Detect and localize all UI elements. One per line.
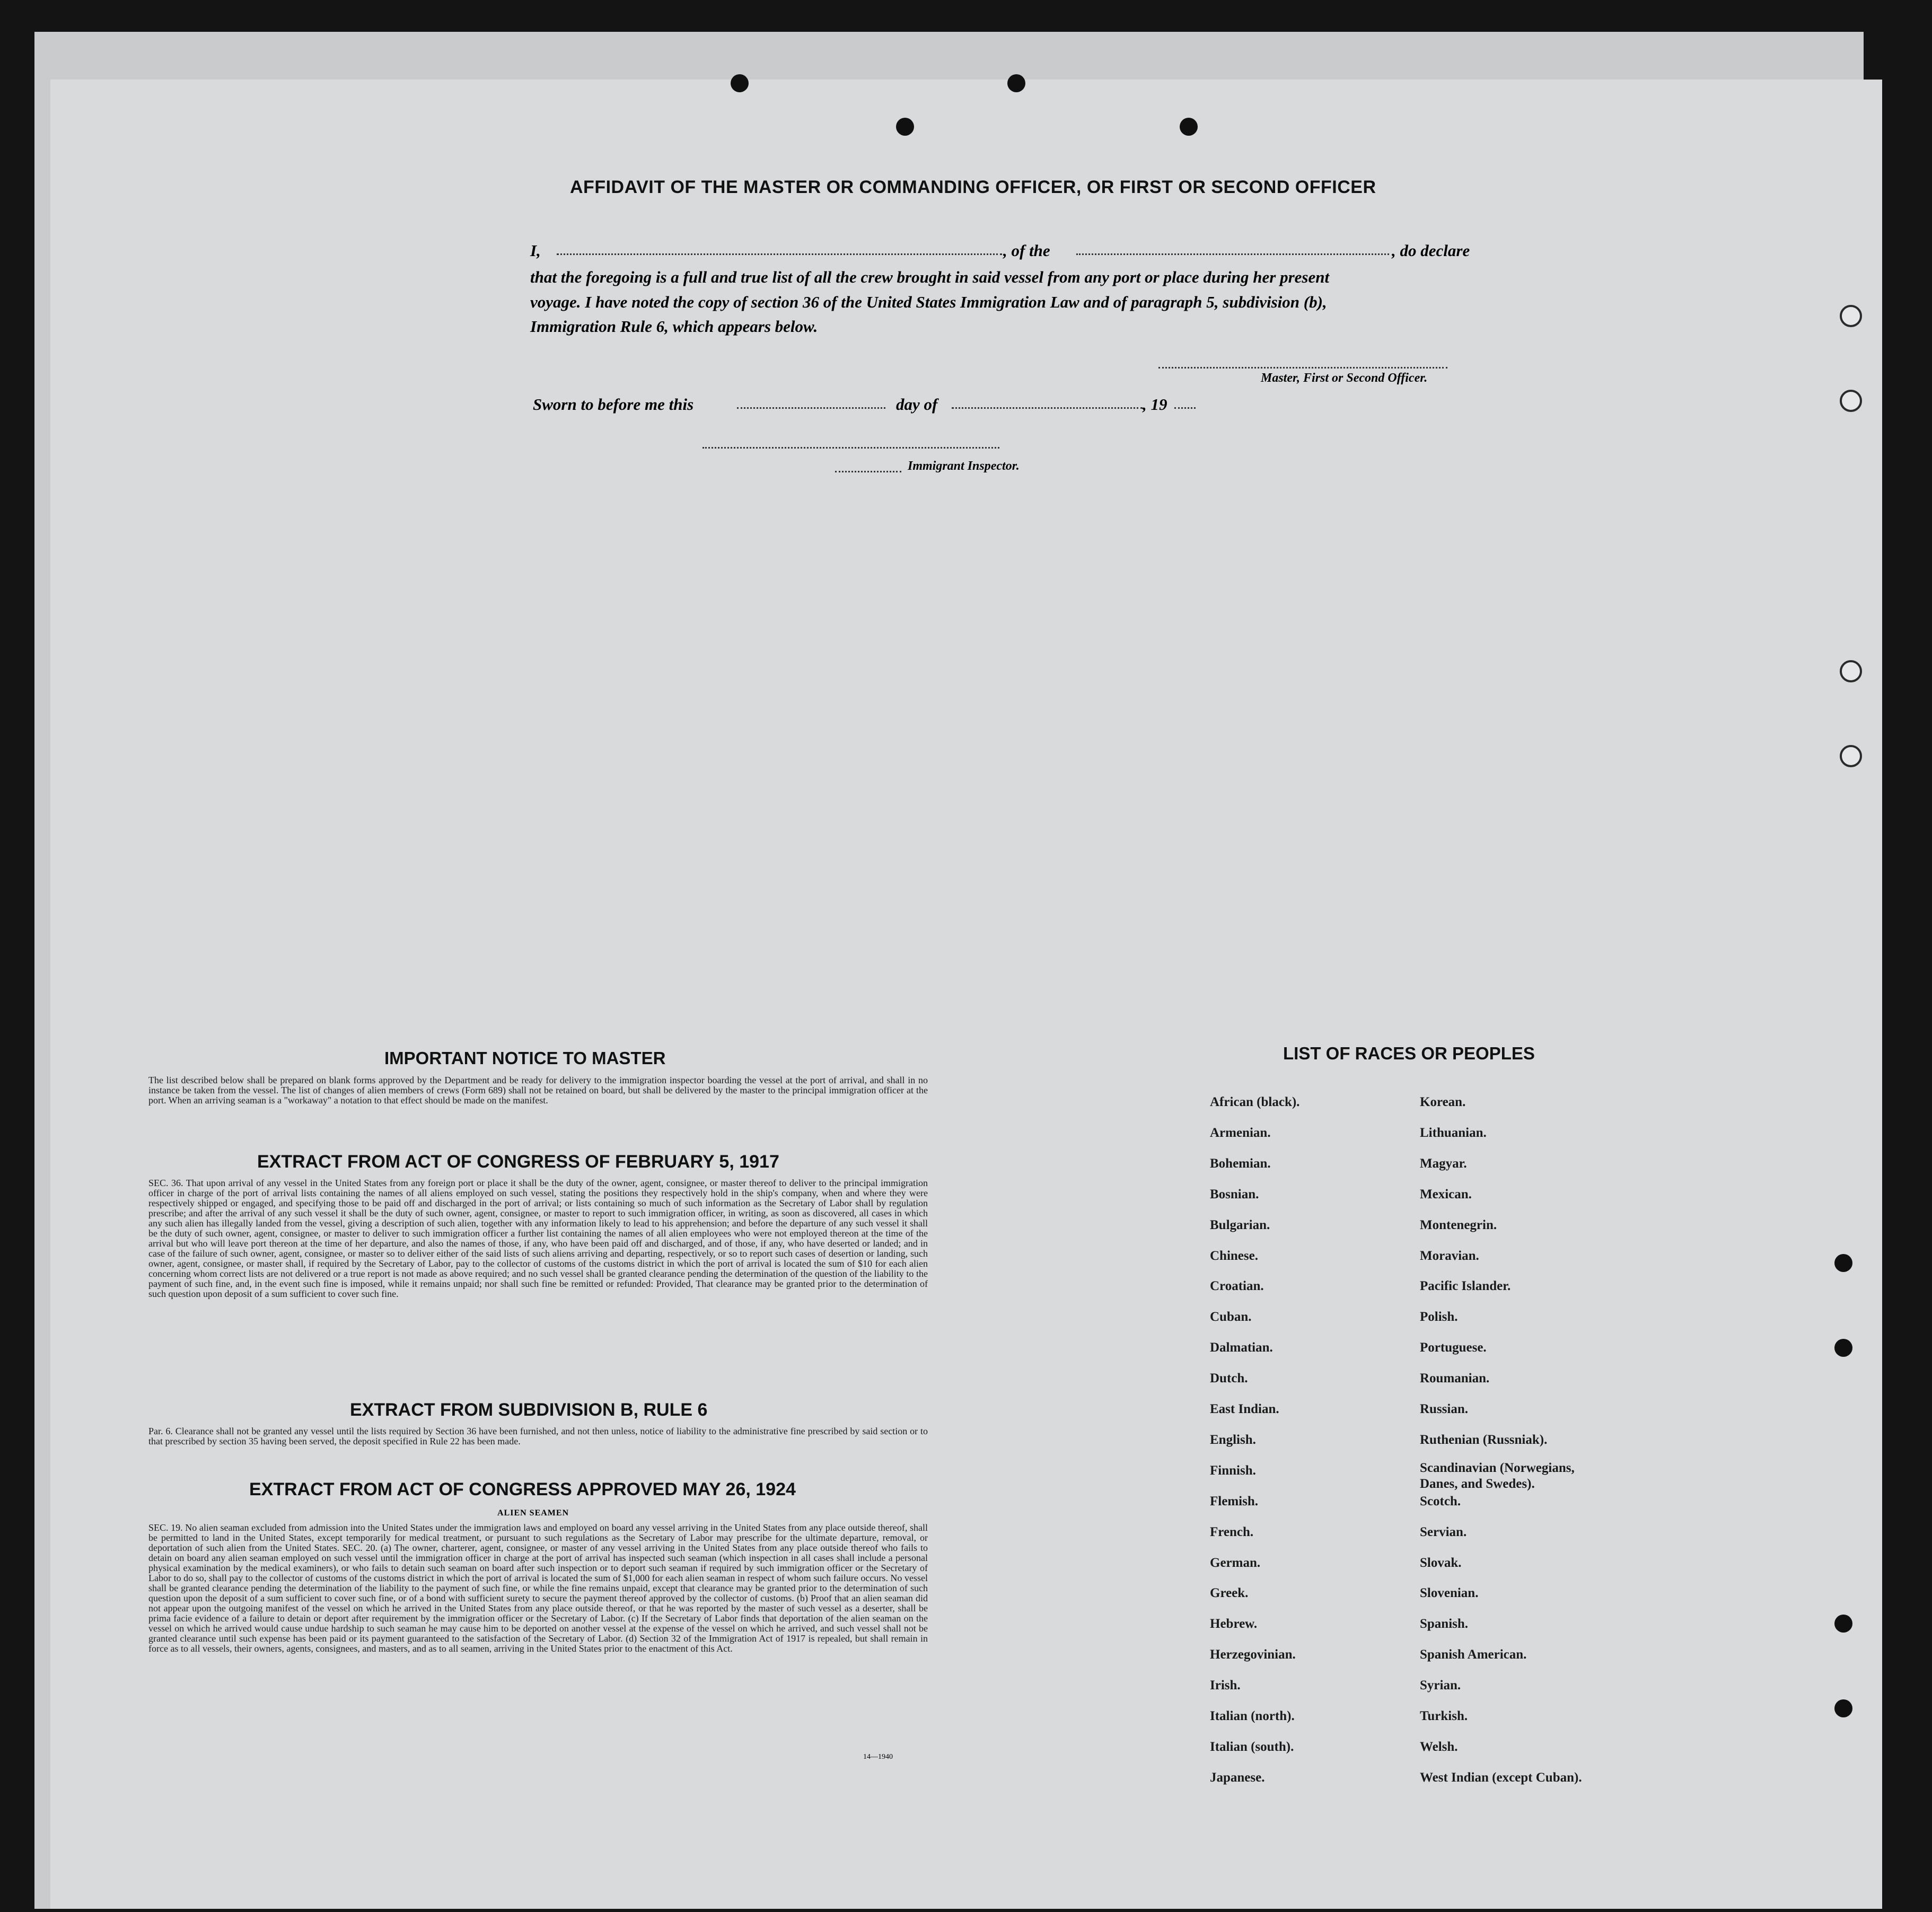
race-entry: Moravian. xyxy=(1420,1248,1479,1263)
race-entry: Dalmatian. xyxy=(1210,1340,1273,1355)
race-entry: Hebrew. xyxy=(1210,1617,1258,1632)
punch-hole xyxy=(1834,1254,1852,1272)
races-title: LIST OF RACES OR PEOPLES xyxy=(1283,1043,1535,1063)
race-entry: Slovenian. xyxy=(1420,1586,1479,1601)
punch-hole xyxy=(1834,1699,1852,1717)
punch-hole xyxy=(1007,74,1025,92)
extract-rule6-title: EXTRACT FROM SUBDIVISION B, RULE 6 xyxy=(350,1400,708,1420)
race-entry: Bulgarian. xyxy=(1210,1217,1270,1232)
declarant-name-field[interactable] xyxy=(557,253,1002,255)
race-entry: Bohemian. xyxy=(1210,1156,1271,1171)
punch-hole xyxy=(1180,118,1198,136)
ring-hole xyxy=(1840,660,1862,682)
race-entry: African (black). xyxy=(1210,1095,1300,1109)
form-number: 14—1940 xyxy=(863,1753,893,1761)
ring-hole xyxy=(1840,305,1862,327)
race-entry: English. xyxy=(1210,1432,1256,1447)
ring-hole xyxy=(1840,745,1862,767)
vessel-name-field[interactable] xyxy=(1076,253,1389,255)
race-entry: Greek. xyxy=(1210,1586,1249,1601)
punch-hole xyxy=(1834,1339,1852,1357)
punch-hole xyxy=(731,74,749,92)
ring-hole xyxy=(1840,390,1862,412)
race-entry: Irish. xyxy=(1210,1678,1241,1693)
race-entry: Chinese. xyxy=(1210,1248,1258,1263)
race-entry: Ruthenian (Russniak). xyxy=(1420,1432,1548,1447)
sworn-day-field[interactable] xyxy=(737,407,885,409)
race-entry: Finnish. xyxy=(1210,1463,1256,1478)
race-entry: French. xyxy=(1210,1524,1254,1539)
race-entry: German. xyxy=(1210,1555,1261,1570)
inspector-caption: Immigrant Inspector. xyxy=(908,459,1020,473)
race-entry: Lithuanian. xyxy=(1420,1125,1487,1140)
race-entry: Italian (north). xyxy=(1210,1709,1295,1723)
affidavit-title: AFFIDAVIT OF THE MASTER OR COMMANDING OFFICER, OR FIRST OR SECOND OFFICER xyxy=(570,177,1376,197)
race-entry: Mexican. xyxy=(1420,1187,1472,1201)
race-entry: Flemish. xyxy=(1210,1494,1258,1508)
race-entry: Turkish. xyxy=(1420,1709,1468,1723)
affidavit-line-2: voyage. I have noted the copy of section 36 of the United States Immigration Law and of paragraph 5, subdivision (b), xyxy=(530,293,1327,311)
race-entry: Cuban. xyxy=(1210,1310,1252,1325)
sworn-month-field[interactable] xyxy=(952,407,1143,409)
signature-field[interactable] xyxy=(1158,367,1447,369)
race-entry: Russian. xyxy=(1420,1402,1469,1416)
affidavit-line-3: Immigration Rule 6, which appears below. xyxy=(530,317,818,336)
race-entry: Herzegovinian. xyxy=(1210,1647,1296,1662)
declare-label: , do declare xyxy=(1392,241,1470,260)
sworn-year-field[interactable] xyxy=(1174,407,1196,409)
extract-1924-text: SEC. 19. No alien seaman excluded from admission into the United States under the immigration laws and employed on board any vessel arriving in the United States from any place outside thereof, shall be permitted to land in the United States, except temporarily for medical treatment, or pursuant to such regulations as the Secretary of Labor may prescribe for the ultimate departure, removal, or deportation of such alien from the United States. SEC. 20. (a) The owner, charterer, agent, consignee, or master of any vessel arriving in the United States from any place outside thereof who fails to detain on board any alien seaman employed on such vessel until the immigration officer in charge at the port of arrival has inspected such seaman (which inspection in all cases shall include a personal physical examination by the medical examiners), or who fails to detain such seaman on board after such inspection or to deport such seaman if required by such immigration officer or the Secretary of Labor to do so, shall pay to the collector of customs of the customs district in which the port of arrival is located the sum of $1,000 for each alien seaman in respect of whom such failure occurs. No vessel shall be granted clearance pending the determination of the liability to the payment of such fine, or while the fine remains unpaid, except that clearance may be granted prior to the determination of such question upon the deposit of a sum sufficient to cover such fine, or of a bond with sufficient surety to secure the payment thereof approved by the collector of customs. (b) Proof that an alien seaman did not appear upon the outgoing manifest of the vessel on which he arrived in the United States from any place outside thereof, or that he was reported by the master of such vessel as a deserter, shall be prima facie evidence of a failure to detain or deport after requirement by the immigration officer or the Secretary of Labor. (c) If the Secretary of Labor finds that deportation of the alien seaman on the vessel on which he arrived would cause undue hardship to such seaman he may cause him to be deported on another vessel at the expense of the vessel on which he arrived, and such vessel shall not be granted clearance until such expense has been paid or its payment guaranteed to the satisfaction of the Secretary of Labor. (d) Section 32 of the Immigration Act of 1917 is repealed, but shall remain in force as to all vessels, their owners, agents, consignees, and masters, and as to all seamen, arriving in the United States prior to the enactment of this Act. xyxy=(148,1522,928,1654)
race-entry: Japanese. xyxy=(1210,1770,1265,1785)
inspector-caption-rule xyxy=(835,471,901,472)
notice-title: IMPORTANT NOTICE TO MASTER xyxy=(384,1048,666,1068)
race-entry: Spanish. xyxy=(1420,1617,1469,1632)
race-entry: Magyar. xyxy=(1420,1156,1467,1171)
race-entry: Danes, and Swedes). xyxy=(1420,1476,1535,1491)
extract-1917-title: EXTRACT FROM ACT OF CONGRESS OF FEBRUARY 5, 1917 xyxy=(257,1152,779,1172)
race-entry: Portuguese. xyxy=(1420,1340,1487,1355)
race-entry: Croatian. xyxy=(1210,1279,1264,1294)
race-entry: East Indian. xyxy=(1210,1402,1279,1416)
race-entry: Roumanian. xyxy=(1420,1371,1490,1386)
alien-seamen-subtitle: ALIEN SEAMEN xyxy=(497,1508,569,1518)
race-entry: Bosnian. xyxy=(1210,1187,1259,1201)
race-entry: Dutch. xyxy=(1210,1371,1248,1386)
race-entry: Montenegrin. xyxy=(1420,1217,1497,1232)
race-entry: Korean. xyxy=(1420,1095,1466,1109)
extract-1924-title: EXTRACT FROM ACT OF CONGRESS APPROVED MAY 26, 1924 xyxy=(249,1479,796,1499)
race-entry: Welsh. xyxy=(1420,1739,1458,1754)
notice-text: The list described below shall be prepared on blank forms approved by the Department and be ready for delivery to the immigration inspector boarding the vessel at the port of arrival, and shall in no instance be taken from the vessel. The list of changes of alien members of crews (Form 689) shall not be retained on board, but shall be delivered by the master to the principal immigration officer at the port. When an arriving seaman is a "workaway" a notation to that effect should be made on the manifest. xyxy=(148,1075,928,1106)
race-entry: Scotch. xyxy=(1420,1494,1461,1508)
punch-hole xyxy=(1834,1615,1852,1633)
declarant-label: I, xyxy=(530,241,541,260)
affidavit-line-1: that the foregoing is a full and true list of all the crew brought in said vessel from any port or place during her present xyxy=(530,268,1330,286)
race-entry: Slovak. xyxy=(1420,1555,1462,1570)
year-label: , 19 xyxy=(1143,395,1167,414)
day-of-label: day of xyxy=(896,395,938,414)
extract-1917-text: SEC. 36. That upon arrival of any vessel in the United States from any foreign port or place it shall be the duty of the owner, agent, consignee, or master thereof to deliver to the principal immigration officer in charge of the port of arrival lists containing the names of all aliens employed on such vessel, stating the positions they respectively hold in the ship's company, when and where they were respectively shipped or engaged, and specifying those to be paid off and discharged in the port of arrival; or lists containing so much of such information as the Secretary of Labor shall by regulation prescribe; and after the arrival of any such vessel it shall be the duty of such owner, agent, consignee, or master to report to such immigration officer, in writing, as soon as discovered, all cases in which any such alien has illegally landed from the vessel, giving a description of such alien, together with any information likely to lead to his apprehension; and before the departure of any such vessel it shall be the duty of such owner, agent, consignee, or master to deliver to such immigration officer a further list containing the names of all alien employees who were not employed thereon at the time of the arrival but who will leave port thereon at the time of her departure, and also the names of those, if any, who have been paid off and discharged, and of those, if any, who have deserted or landed; and in case of the failure of such owner, agent, consignee, or master so to deliver either of the said lists of such aliens arriving and departing, respectively, or so to report such cases of desertion or landing, such owner, agent, consignee, or master shall, if required by the Secretary of Labor, pay to the collector of customs of the customs district in which the port of arrival is located the sum of $10 for each alien concerning whom correct lists are not delivered or a true report is not made as above required; and no such vessel shall be granted clearance pending the determination of the question of the liability to the payment of such fine, and, in the event such fine is imposed, while it remains unpaid; nor shall such fine be remitted or refunded: Provided, That clearance may be granted prior to the determination of such question upon deposit of a sum sufficient to cover such fine. xyxy=(148,1178,928,1299)
race-entry: Italian (south). xyxy=(1210,1739,1294,1754)
sworn-label: Sworn to before me this xyxy=(533,395,694,414)
extract-rule6-text: Par. 6. Clearance shall not be granted any vessel until the lists required by Section 36 have been furnished, and not then unless, notice of liability to the administrative fine prescribed by said section or to that prescribed by section 35 having been served, the deposit specified in Rule 22 has been made. xyxy=(148,1426,928,1446)
race-entry: Spanish American. xyxy=(1420,1647,1527,1662)
punch-hole xyxy=(896,118,914,136)
race-entry: West Indian (except Cuban). xyxy=(1420,1770,1582,1785)
race-entry: Scandinavian (Norwegians, xyxy=(1420,1460,1575,1475)
race-entry: Polish. xyxy=(1420,1310,1458,1325)
race-entry: Pacific Islander. xyxy=(1420,1279,1511,1294)
inspector-signature-field[interactable] xyxy=(702,447,999,449)
race-entry: Syrian. xyxy=(1420,1678,1461,1693)
race-entry: Servian. xyxy=(1420,1524,1467,1539)
vessel-label: , of the xyxy=(1003,241,1050,260)
signature-caption: Master, First or Second Officer. xyxy=(1261,371,1428,385)
race-entry: Armenian. xyxy=(1210,1125,1271,1140)
